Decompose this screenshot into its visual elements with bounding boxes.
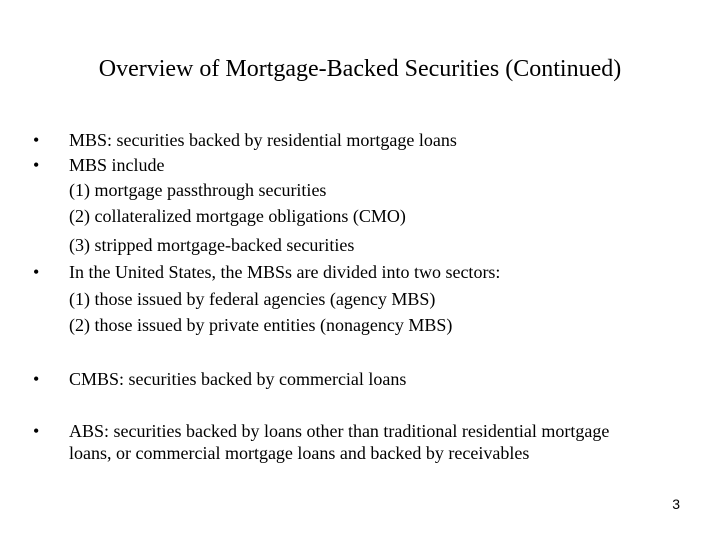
bullet-item-mbs: MBS: securities backed by residential mortgage loans [69,130,457,150]
bullet-item-abs: ABS: securities backed by loans other than traditional residential mortgage [69,421,610,441]
bullet-glyph: • [33,155,40,175]
bullet-item-us-sectors: In the United States, the MBSs are divided into two sectors: [69,262,501,282]
slide-title: Overview of Mortgage-Backed Securities (Continued) [98,56,622,82]
subitem-passthrough: (1) mortgage passthrough securities [69,180,327,200]
bullet-glyph: • [33,421,40,441]
subitem-agency-mbs: (1) those issued by federal agencies (agency MBS) [69,289,436,309]
bullet-item-cmbs: CMBS: securities backed by commercial loans [69,369,407,389]
subitem-cmo: (2) collateralized mortgage obligations (CMO) [69,206,406,226]
bullet-glyph: • [33,262,40,282]
bullet-glyph: • [33,369,40,389]
page-number: 3 [672,496,680,512]
subitem-stripped: (3) stripped mortgage-backed securities [69,235,355,255]
bullet-item-mbs-include: MBS include [69,155,165,175]
bullet-item-abs-continuation: loans, or commercial mortgage loans and backed by receivables [69,443,530,463]
bullet-glyph: • [33,130,40,150]
subitem-nonagency-mbs: (2) those issued by private entities (nonagency MBS) [69,315,453,335]
